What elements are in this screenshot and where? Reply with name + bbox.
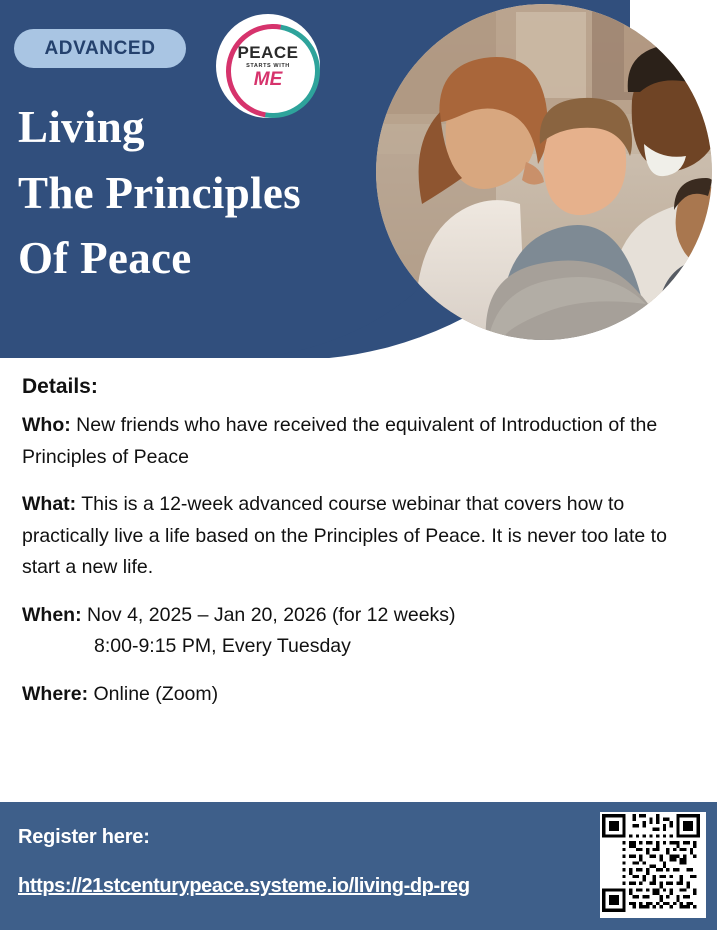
title-line-2: The Principles (18, 167, 301, 218)
detail-when-time: 8:00-9:15 PM, Every Tuesday (94, 635, 351, 658)
family-photo (376, 4, 712, 340)
detail-when (22, 600, 698, 663)
detail-when-line (22, 600, 698, 632)
register-title: Register here: (18, 826, 150, 848)
details-section (22, 370, 698, 727)
details-heading: Details: (22, 375, 98, 398)
logo-word-peace: PEACE (237, 42, 299, 62)
detail-what (22, 489, 698, 584)
detail-when-label: When: (22, 603, 82, 626)
detail-when-text: Nov 4, 2025 – Jan 20, 2026 (for 12 weeks) (81, 603, 456, 626)
level-badge: ADVANCED (14, 29, 186, 68)
page-title (18, 95, 418, 292)
title-line-1: Living (18, 102, 145, 152)
logo-word-me: ME (253, 68, 283, 90)
detail-who (22, 410, 698, 473)
title-line-3: Of Peace (18, 233, 192, 284)
register-link[interactable]: https://21stcenturypeace.systeme.io/living-dp-reg (18, 875, 470, 897)
detail-who-text: New friends who have received the equivalent of Introduction of the Principles of Peace (22, 414, 658, 468)
detail-where-text: Online (Zoom) (88, 683, 219, 706)
detail-who-label: Who: (22, 414, 71, 437)
detail-where (22, 679, 698, 711)
detail-what-label: What: (22, 493, 77, 516)
register-content (18, 826, 588, 898)
detail-where-label: Where: (22, 683, 89, 706)
qr-code[interactable] (600, 812, 706, 918)
detail-what-text: This is a 12-week advanced course webinar that covers how to practically live a life based on the Principles of Peace. It is never too late to start a new life. (22, 493, 667, 579)
logo-word-starts-with: STARTS WITH (246, 62, 290, 69)
poster-header (0, 0, 717, 358)
